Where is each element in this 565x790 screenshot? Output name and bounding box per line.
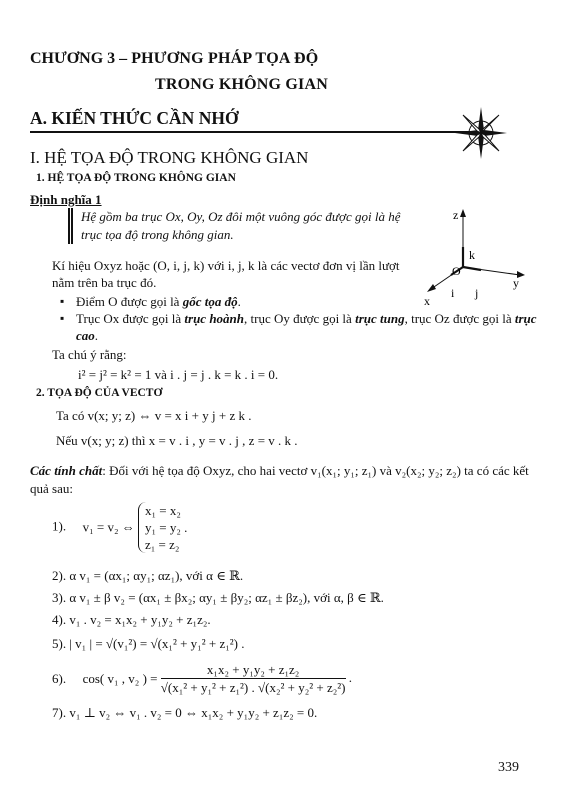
axis-x-label: x (424, 294, 430, 308)
property-6-numerator: x₁x₂ + y₁y₂ + z₁z₂ (161, 662, 346, 679)
property-1-eq-z: z₁ = z₂ (145, 537, 180, 552)
properties-label: Các tính chất (30, 463, 103, 478)
bullet-origin-text: Điểm O được gọi là (76, 294, 183, 309)
term-truc-hoanh: trục hoành (184, 311, 245, 326)
definition-box: Hệ gồm ba trục Ox, Oy, Oz đôi một vuông góc được gọi là hệ trục tọa độ trong không gian. (68, 208, 411, 244)
bullet-axes: ▪ Trục Ox được gọi là trục hoành, trục Oy được gọi là trục tung, trục Oz được gọi là trục cao. (60, 310, 546, 344)
chapter-title-line2: TRONG KHÔNG GIAN (155, 76, 328, 93)
vector-coordinate-definition: Ta có v(x; y; z) ⇔ v = x i + y j + z k . (56, 408, 252, 423)
property-6-label: 6). (52, 671, 67, 686)
property-1-lhs: v₁ = v₂ ⇔ (82, 519, 135, 535)
notation-paragraph: Kí hiệu Oxyz hoặc (O, i, j, k) với i, j, k là các vectơ đơn vị lần lượt nằm trên ba trục đó. (52, 258, 400, 290)
compass-star-icon (453, 105, 509, 161)
property-6-fraction (161, 662, 346, 696)
chapter-title (30, 46, 450, 98)
property-6-denominator: √(x₁² + y₁² + z₁²) . √(x₂² + y₂² + z₂²) (160, 680, 346, 695)
chapter-prefix: CHƯƠNG 3 – (30, 50, 132, 67)
bullet-axes-text-2: , trục Oy được gọi là (244, 311, 356, 326)
property-1-eq-x: x₁ = x₂ (145, 503, 181, 518)
bullet-origin-term: gốc tọa độ (182, 294, 238, 309)
property-6-lhs: cos( v₁ , v₂ ) = (82, 671, 158, 686)
vector-j-label: j (475, 286, 479, 300)
property-6: 6). cos( v₁ , v₂ ) = $\frac{\text{x₁x₂ + y₁y₂ + z₁z₂}}{\text{√(x₁² + y₁² + z₁²) . √(x₂² + y₂² + z₂²)}}$ . (52, 662, 353, 695)
bullet-axes-text-1: Trục Ox được gọi là (76, 311, 185, 326)
section-i-heading: I. HỆ TỌA ĐỘ TRONG KHÔNG GIAN (30, 148, 309, 167)
coordinate-axes-diagram (415, 205, 530, 310)
property-7: 7). v₁ ⊥ v₂ ⇔ v₁ . v₂ = 0 ⇔ x₁x₂ + y₁y₂ + z₁z₂ = 0. (52, 705, 318, 720)
bullet-origin: ▪ Điểm O được gọi là gốc tọa độ. (60, 293, 241, 310)
property-1 (52, 502, 187, 553)
property-1-system (138, 502, 187, 553)
property-3: 3). α v₁ ± β v₂ = (αx₁ ± βx₂; αy₁ ± βy₂; αz₁ ± βz₂), với α, β ∈ ℝ. (52, 590, 384, 605)
properties-text: : Đối với hệ tọa độ Oxyz, cho hai vectơ v₁(x₁; y₁; z₁) và v₂(x₂; y₂; z₂) ta có các kết quả sau: (30, 463, 529, 496)
chapter-title-line1: PHƯƠNG PHÁP TỌA ĐỘ (131, 50, 319, 67)
unit-vector-identity: i² = j² = k² = 1 và i . j = j . k = k . i = 0. (78, 367, 279, 382)
term-truc-tung: trục tung (355, 311, 405, 326)
definition-title: Định nghĩa 1 (30, 192, 102, 207)
bullet-axes-text-3: , trục Oz được gọi là (404, 311, 515, 326)
vector-coordinate-dot-products: Nếu v(x; y; z) thì x = v . i , y = v . j , z = v . k . (56, 433, 298, 448)
axis-y-label: y (513, 276, 519, 290)
property-1-label: 1). (52, 518, 67, 534)
axis-z-label: z (453, 208, 459, 222)
property-4: 4). v₁ . v₂ = x₁x₂ + y₁y₂ + z₁z₂. (52, 612, 211, 627)
term-truc-cao: trục cao (76, 311, 537, 343)
note-text: Ta chú ý rằng: (52, 347, 127, 362)
section-a-heading: A. KIẾN THỨC CẦN NHỚ (30, 108, 470, 133)
properties-intro (30, 462, 535, 498)
subsection-2-heading: 2. TỌA ĐỘ CỦA VECTƠ (36, 387, 163, 399)
page-number: 339 (498, 760, 519, 775)
property-1-eq-y: y₁ = y₂ . (145, 520, 188, 535)
property-5: 5). | v₁ | = √(v₁²) = √(x₁² + y₁² + z₁²) . (52, 636, 245, 651)
subsection-1-heading: 1. HỆ TỌA ĐỘ TRONG KHÔNG GIAN (36, 172, 236, 184)
vector-k-label: k (469, 248, 475, 262)
origin-label: O (452, 264, 461, 278)
vector-i-label: i (451, 286, 455, 300)
property-2: 2). α v₁ = (αx₁; αy₁; αz₁), với α ∈ ℝ. (52, 568, 244, 583)
